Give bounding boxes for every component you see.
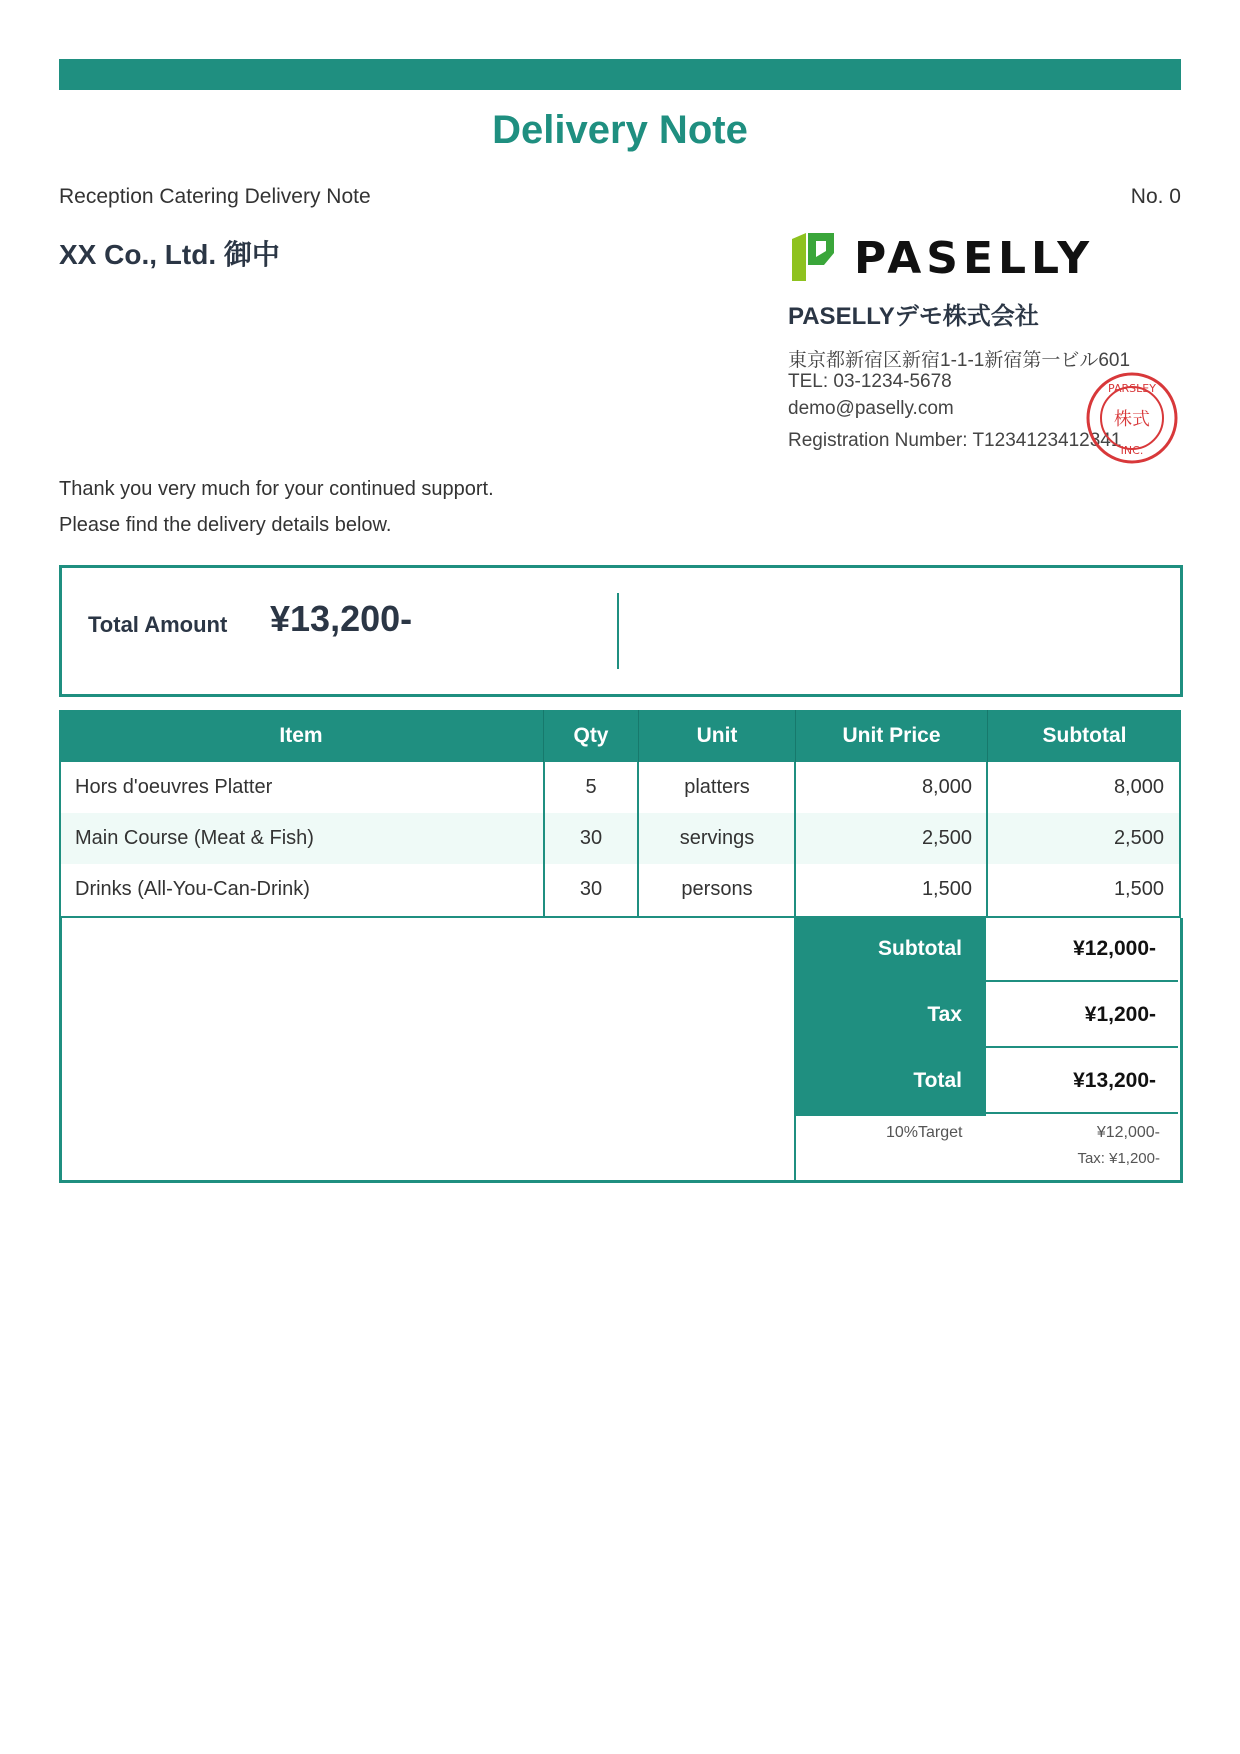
issuer-phone: TEL: 03-1234-5678 [788, 371, 952, 392]
total-amount-label: Total Amount [88, 612, 228, 637]
column-header-unit-price: Unit Price [842, 724, 941, 747]
cell-unit-price: 2,500 [921, 827, 972, 849]
total-amount-box [59, 565, 1183, 697]
svg-text:株式: 株式 [1114, 409, 1150, 430]
column-header-subtotal: Subtotal [1042, 724, 1127, 747]
cell-qty: 30 [579, 878, 603, 900]
issuer-company-name: PASELLYデモ株式会社 [788, 303, 1039, 330]
issuer-address: 東京都新宿区新宿1-1-1新宿第一ビル601 [788, 350, 1131, 371]
table-row [61, 813, 1179, 864]
cell-qty: 5 [585, 776, 597, 798]
issuer-registration: Registration Number: T1234123412341 [788, 430, 1122, 451]
tax-target-label: 10%Target [886, 1124, 963, 1141]
column-divider [543, 762, 545, 916]
cell-item: Hors d'oeuvres Platter [75, 776, 273, 798]
summary-tax-label: Tax [927, 1003, 962, 1026]
recipient-name: XX Co., Ltd. 御中 [59, 239, 280, 270]
tax-target-tax: Tax: ¥1,200- [1077, 1150, 1160, 1167]
header-accent-bar [59, 59, 1181, 90]
cell-subtotal: 2,500 [1113, 827, 1164, 849]
tax-target-amount: ¥12,000- [1096, 1124, 1160, 1141]
document-number: No. 0 [1130, 185, 1181, 208]
summary-label-column [794, 918, 986, 1116]
cell-unit-price: 1,500 [921, 878, 972, 900]
cell-unit: servings [679, 827, 755, 849]
table-header [59, 710, 1181, 762]
summary-total-label: Total [913, 1069, 962, 1092]
company-logo [788, 231, 1095, 284]
issuer-email: demo@paselly.com [788, 398, 954, 419]
summary-row-divider [986, 980, 1178, 982]
tax-breakdown-divider [794, 1116, 796, 1180]
greeting-line-2: Please find the delivery details below. [59, 514, 392, 536]
cell-qty: 30 [579, 827, 603, 849]
document-title: Delivery Note [492, 108, 748, 152]
summary-subtotal-label: Subtotal [878, 937, 962, 960]
svg-text:PARSLEY: PARSLEY [1108, 382, 1156, 395]
summary-value-column [986, 918, 1178, 1116]
cell-unit: platters [684, 776, 750, 798]
column-header-item: Item [279, 724, 323, 747]
table-row [61, 762, 1179, 813]
cell-unit-price: 8,000 [921, 776, 972, 798]
cell-unit: persons [681, 878, 753, 900]
table-row [61, 864, 1179, 915]
total-box-divider [617, 593, 619, 669]
cell-item: Main Course (Meat & Fish) [75, 827, 314, 849]
summary-row-divider [796, 1112, 1178, 1114]
svg-text:INC.: INC. [1120, 444, 1144, 457]
leaf-logo-icon [788, 231, 836, 283]
document-subtitle: Reception Catering Delivery Note [59, 185, 371, 208]
logo-wordmark: PASELLY [854, 233, 1095, 284]
summary-row-divider [986, 1046, 1178, 1048]
summary-total-value: ¥13,200- [1073, 1069, 1156, 1092]
cell-subtotal: 1,500 [1113, 878, 1164, 900]
cell-subtotal: 8,000 [1113, 776, 1164, 798]
total-amount-value: ¥13,200- [270, 598, 413, 639]
column-header-unit: Unit [696, 724, 738, 747]
column-divider [794, 762, 796, 916]
column-divider [637, 762, 639, 916]
summary-subtotal-value: ¥12,000- [1073, 937, 1156, 960]
greeting-line-1: Thank you very much for your continued support. [59, 478, 494, 500]
column-divider [986, 762, 988, 916]
summary-tax-value: ¥1,200- [1084, 1003, 1156, 1026]
column-header-qty: Qty [573, 724, 609, 747]
company-seal-stamp [1084, 370, 1180, 466]
cell-item: Drinks (All-You-Can-Drink) [75, 878, 310, 900]
